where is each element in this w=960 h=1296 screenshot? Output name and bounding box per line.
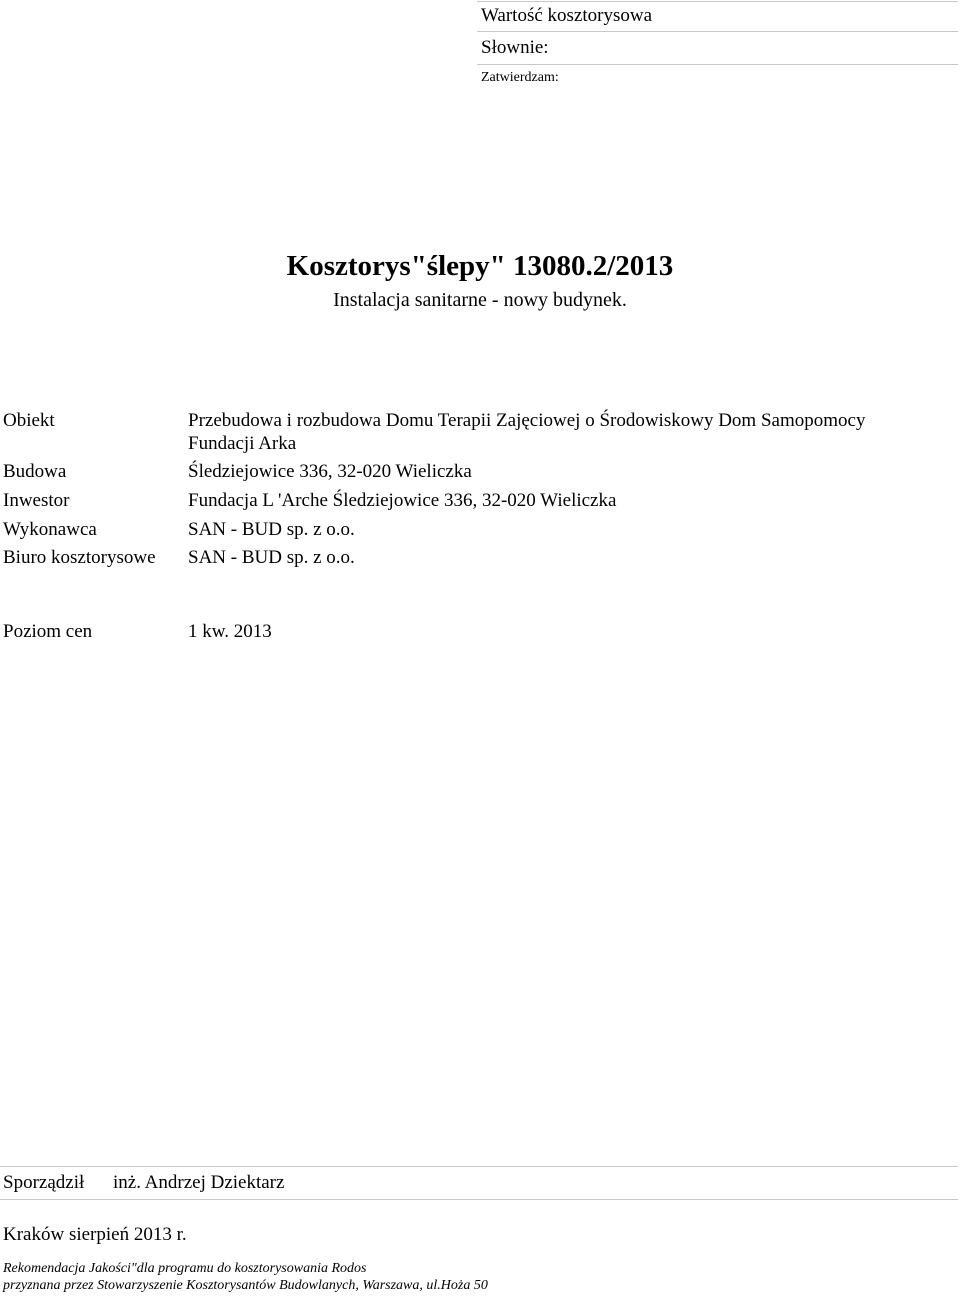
signature-value: inż. Andrzej Dziektarz xyxy=(113,1172,285,1193)
object-value: Przebudowa i rozbudowa Domu Terapii Zajęciowej o Środowiskowy Dom Samopomocy Fundacji Arka xyxy=(188,410,866,454)
contractor-value: SAN - BUD sp. z o.o. xyxy=(188,519,355,540)
approve-label: Zatwierdzam: xyxy=(481,70,559,85)
contractor-label: Wykonawca xyxy=(3,519,97,540)
price-level-label: Poziom cen xyxy=(3,621,93,642)
site-label: Budowa xyxy=(3,461,67,482)
footer-recommendation: Rekomendacja Jakości"dla programu do kosztorysowania Rodos xyxy=(3,1261,367,1276)
site-value: Śledziejowice 336, 32-020 Wieliczka xyxy=(188,461,472,482)
document-title: Kosztorys"ślepy" 13080.2/2013 xyxy=(286,250,674,282)
document-subtitle: Instalacja sanitarne - nowy budynek. xyxy=(333,289,627,311)
estimate-value-label: Wartość kosztorysowa xyxy=(481,5,653,26)
signature-top-rule xyxy=(0,1166,958,1167)
in-words-label: Słownie: xyxy=(481,37,549,58)
signature-label: Sporządził xyxy=(3,1172,85,1193)
header-rule-2 xyxy=(477,64,958,65)
investor-label: Inwestor xyxy=(3,490,70,511)
investor-value: Fundacja L 'Arche Śledziejowice 336, 32-020 Wieliczka xyxy=(188,490,617,511)
place-date: Kraków sierpień 2013 r. xyxy=(3,1224,187,1245)
price-level-value: 1 kw. 2013 xyxy=(188,621,272,642)
footer-granted-by: przyznana przez Stowarzyszenie Kosztorysantów Budowlanych, Warszawa, ul.Hoża 50 xyxy=(3,1278,488,1293)
office-value: SAN - BUD sp. z o.o. xyxy=(188,547,355,568)
office-label: Biuro kosztorysowe xyxy=(3,547,156,568)
signature-bottom-rule xyxy=(0,1199,958,1200)
header-rule-1 xyxy=(477,31,958,32)
object-label: Obiekt xyxy=(3,410,55,431)
header-top-rule xyxy=(477,1,958,2)
